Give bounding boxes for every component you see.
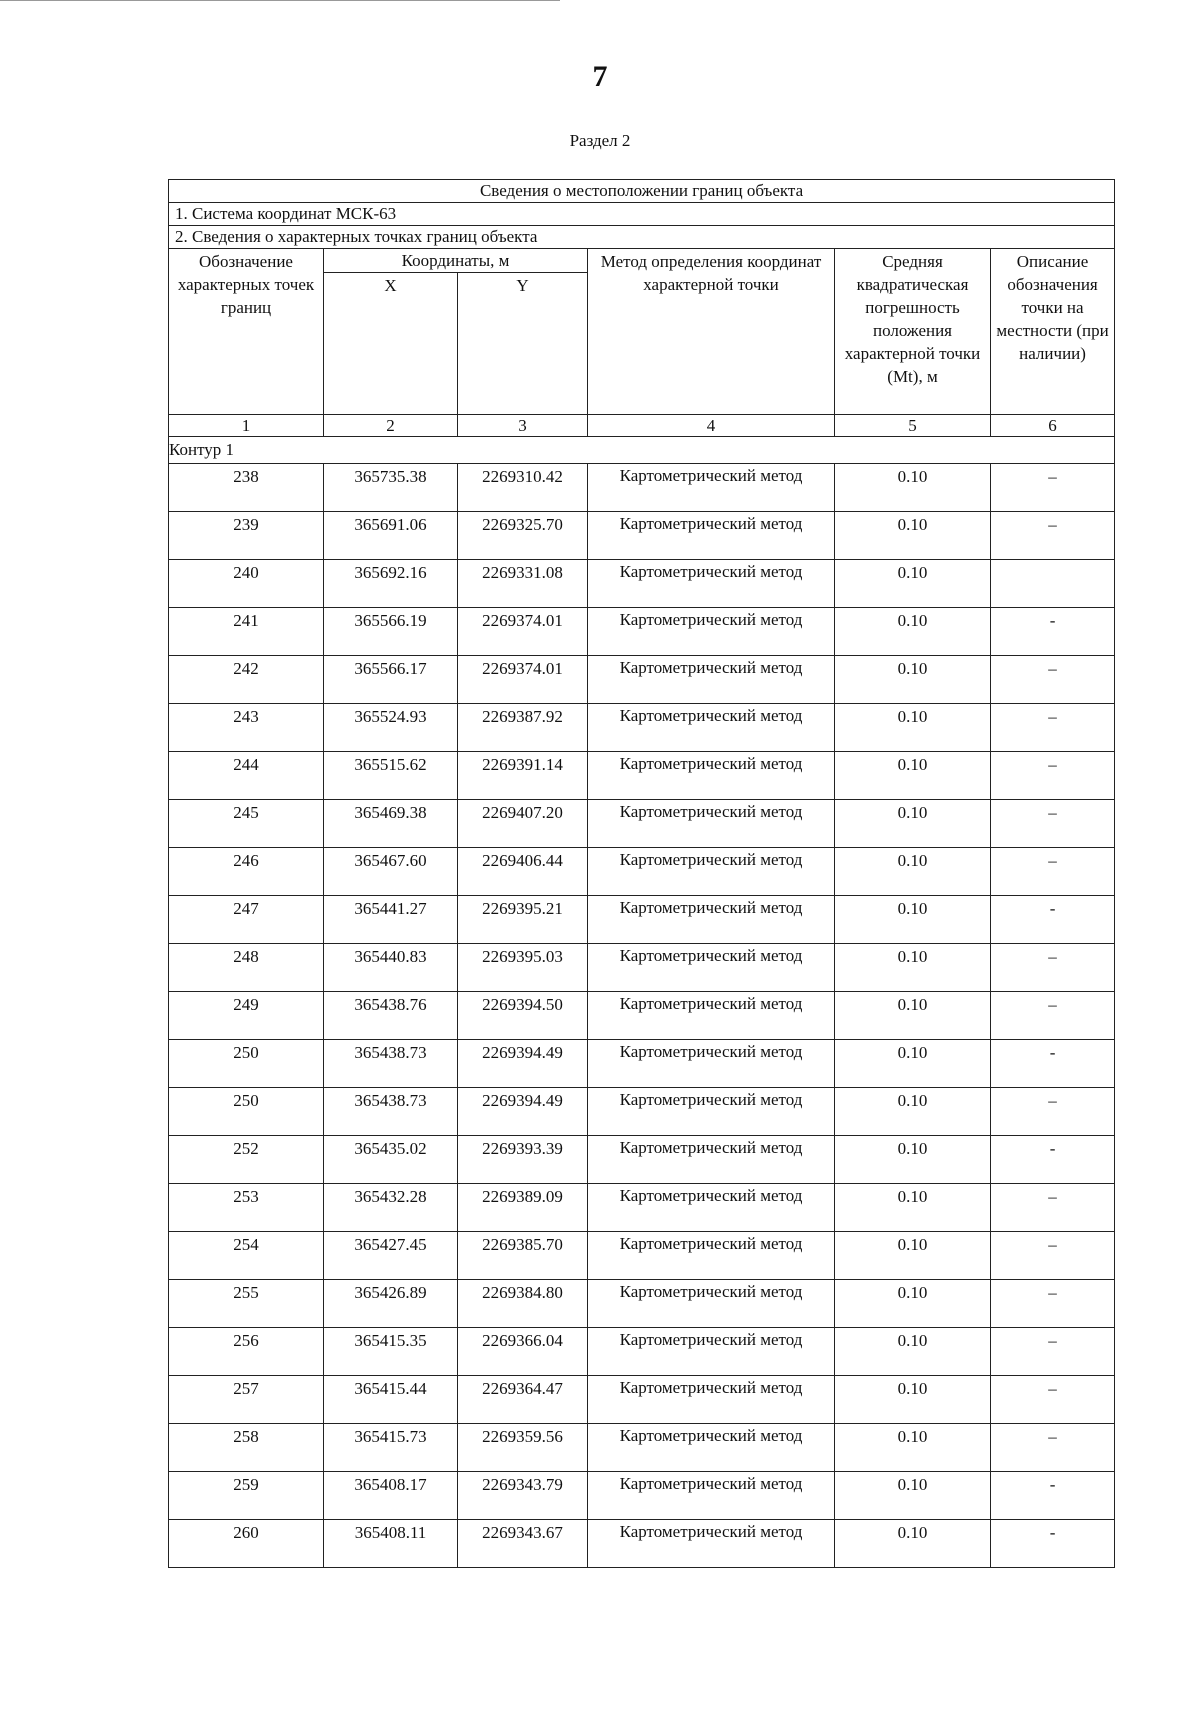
method-cell: Картометрический метод [588, 1280, 835, 1328]
y-coordinate-cell: 2269343.67 [458, 1520, 588, 1568]
table-row [169, 464, 1115, 512]
point-cell: 260 [169, 1520, 324, 1568]
description-cell: – [991, 752, 1115, 800]
table-row [169, 1184, 1115, 1232]
description-cell: - [991, 1520, 1115, 1568]
description-cell: - [991, 608, 1115, 656]
description-cell: - [991, 1040, 1115, 1088]
description-cell: – [991, 1424, 1115, 1472]
y-coordinate-cell: 2269331.08 [458, 560, 588, 608]
x-coordinate-cell: 365469.38 [324, 800, 458, 848]
column-number: 6 [991, 415, 1115, 437]
point-cell: 243 [169, 704, 324, 752]
x-coordinate-cell: 365408.17 [324, 1472, 458, 1520]
table-row [169, 608, 1115, 656]
method-cell: Картометрический метод [588, 992, 835, 1040]
x-coordinate-cell: 365467.60 [324, 848, 458, 896]
description-cell: – [991, 848, 1115, 896]
table-row [169, 1232, 1115, 1280]
column-number: 3 [458, 415, 588, 437]
point-cell: 238 [169, 464, 324, 512]
x-coordinate-cell: 365438.76 [324, 992, 458, 1040]
point-cell: 250 [169, 1088, 324, 1136]
table-row [169, 1328, 1115, 1376]
header-point-designation: Обозначение характерных точек границ [169, 249, 324, 415]
column-number-row [169, 415, 1115, 437]
table-row [169, 1136, 1115, 1184]
description-cell: – [991, 992, 1115, 1040]
error-cell: 0.10 [835, 800, 991, 848]
table-row [169, 848, 1115, 896]
y-coordinate-cell: 2269374.01 [458, 656, 588, 704]
method-cell: Картометрический метод [588, 1040, 835, 1088]
x-coordinate-cell: 365566.17 [324, 656, 458, 704]
error-cell: 0.10 [835, 992, 991, 1040]
point-cell: 241 [169, 608, 324, 656]
method-cell: Картометрический метод [588, 1520, 835, 1568]
table-row [169, 1040, 1115, 1088]
error-cell: 0.10 [835, 1184, 991, 1232]
error-cell: 0.10 [835, 1376, 991, 1424]
table-row [169, 512, 1115, 560]
description-cell: – [991, 1376, 1115, 1424]
method-cell: Картометрический метод [588, 608, 835, 656]
description-cell: – [991, 944, 1115, 992]
point-cell: 245 [169, 800, 324, 848]
y-coordinate-cell: 2269366.04 [458, 1328, 588, 1376]
y-coordinate-cell: 2269310.42 [458, 464, 588, 512]
column-number: 1 [169, 415, 324, 437]
point-cell: 258 [169, 1424, 324, 1472]
point-cell: 257 [169, 1376, 324, 1424]
y-coordinate-cell: 2269359.56 [458, 1424, 588, 1472]
header-description: Описание обозначения точки на местности (при наличии) [991, 249, 1115, 415]
column-number: 2 [324, 415, 458, 437]
error-cell: 0.10 [835, 1088, 991, 1136]
y-coordinate-cell: 2269374.01 [458, 608, 588, 656]
method-cell: Картометрический метод [588, 1472, 835, 1520]
y-coordinate-cell: 2269387.92 [458, 704, 588, 752]
description-cell: - [991, 1136, 1115, 1184]
description-cell: – [991, 1280, 1115, 1328]
method-cell: Картометрический метод [588, 464, 835, 512]
method-cell: Картометрический метод [588, 752, 835, 800]
method-cell: Картометрический метод [588, 1088, 835, 1136]
method-cell: Картометрический метод [588, 1424, 835, 1472]
table-row [169, 656, 1115, 704]
method-cell: Картометрический метод [588, 848, 835, 896]
error-cell: 0.10 [835, 1472, 991, 1520]
x-coordinate-cell: 365566.19 [324, 608, 458, 656]
error-cell: 0.10 [835, 560, 991, 608]
error-cell: 0.10 [835, 704, 991, 752]
error-cell: 0.10 [835, 752, 991, 800]
description-cell: – [991, 656, 1115, 704]
contour-label: Контур 1 [169, 437, 1115, 464]
point-cell: 246 [169, 848, 324, 896]
x-coordinate-cell: 365415.35 [324, 1328, 458, 1376]
x-coordinate-cell: 365440.83 [324, 944, 458, 992]
y-coordinate-cell: 2269384.80 [458, 1280, 588, 1328]
y-coordinate-cell: 2269393.39 [458, 1136, 588, 1184]
error-cell: 0.10 [835, 944, 991, 992]
description-cell: – [991, 464, 1115, 512]
method-cell: Картометрический метод [588, 1376, 835, 1424]
point-cell: 240 [169, 560, 324, 608]
description-cell: - [991, 896, 1115, 944]
page-number: 7 [592, 60, 608, 93]
x-coordinate-cell: 365415.44 [324, 1376, 458, 1424]
error-cell: 0.10 [835, 1040, 991, 1088]
table-subtitle: 2. Сведения о характерных точках границ объекта [169, 226, 1115, 249]
method-cell: Картометрический метод [588, 896, 835, 944]
y-coordinate-cell: 2269325.70 [458, 512, 588, 560]
x-coordinate-cell: 365435.02 [324, 1136, 458, 1184]
description-cell: - [991, 1472, 1115, 1520]
point-cell: 247 [169, 896, 324, 944]
y-coordinate-cell: 2269406.44 [458, 848, 588, 896]
x-coordinate-cell: 365692.16 [324, 560, 458, 608]
method-cell: Картометрический метод [588, 1232, 835, 1280]
table-caption: Сведения о местоположении границ объекта [169, 180, 1115, 203]
point-cell: 242 [169, 656, 324, 704]
y-coordinate-cell: 2269394.50 [458, 992, 588, 1040]
section-title: Раздел 2 [569, 131, 631, 150]
description-cell: – [991, 512, 1115, 560]
x-coordinate-cell: 365515.62 [324, 752, 458, 800]
error-cell: 0.10 [835, 1280, 991, 1328]
method-cell: Картометрический метод [588, 512, 835, 560]
method-cell: Картометрический метод [588, 656, 835, 704]
x-coordinate-cell: 365415.73 [324, 1424, 458, 1472]
table-row [169, 1424, 1115, 1472]
header-y: Y [458, 273, 588, 415]
description-cell: – [991, 1184, 1115, 1232]
point-cell: 252 [169, 1136, 324, 1184]
scan-edge-line [0, 0, 560, 1]
error-cell: 0.10 [835, 896, 991, 944]
x-coordinate-cell: 365691.06 [324, 512, 458, 560]
error-cell: 0.10 [835, 464, 991, 512]
x-coordinate-cell: 365408.11 [324, 1520, 458, 1568]
method-cell: Картометрический метод [588, 944, 835, 992]
method-cell: Картометрический метод [588, 800, 835, 848]
x-coordinate-cell: 365432.28 [324, 1184, 458, 1232]
y-coordinate-cell: 2269395.03 [458, 944, 588, 992]
point-cell: 250 [169, 1040, 324, 1088]
table-row [169, 1280, 1115, 1328]
point-cell: 253 [169, 1184, 324, 1232]
y-coordinate-cell: 2269385.70 [458, 1232, 588, 1280]
header-coordinates: Координаты, м [324, 249, 588, 273]
table-row [169, 1472, 1115, 1520]
x-coordinate-cell: 365427.45 [324, 1232, 458, 1280]
x-coordinate-cell: 365524.93 [324, 704, 458, 752]
method-cell: Картометрический метод [588, 1328, 835, 1376]
table-row [169, 560, 1115, 608]
error-cell: 0.10 [835, 512, 991, 560]
y-coordinate-cell: 2269394.49 [458, 1040, 588, 1088]
description-cell: – [991, 800, 1115, 848]
header-method: Метод определения координат характерной точки [588, 249, 835, 415]
header-mean-error: Средняя квадратическая погрешность положения характерной точки (Mt), м [835, 249, 991, 415]
method-cell: Картометрический метод [588, 704, 835, 752]
error-cell: 0.10 [835, 1136, 991, 1184]
point-cell: 259 [169, 1472, 324, 1520]
y-coordinate-cell: 2269395.21 [458, 896, 588, 944]
point-cell: 248 [169, 944, 324, 992]
point-cell: 256 [169, 1328, 324, 1376]
x-coordinate-cell: 365426.89 [324, 1280, 458, 1328]
table-row [169, 992, 1115, 1040]
point-cell: 255 [169, 1280, 324, 1328]
y-coordinate-cell: 2269364.47 [458, 1376, 588, 1424]
description-cell: – [991, 1088, 1115, 1136]
x-coordinate-cell: 365441.27 [324, 896, 458, 944]
point-cell: 239 [169, 512, 324, 560]
y-coordinate-cell: 2269407.20 [458, 800, 588, 848]
error-cell: 0.10 [835, 1520, 991, 1568]
error-cell: 0.10 [835, 848, 991, 896]
table-row [169, 1520, 1115, 1568]
point-cell: 249 [169, 992, 324, 1040]
y-coordinate-cell: 2269391.14 [458, 752, 588, 800]
y-coordinate-cell: 2269389.09 [458, 1184, 588, 1232]
table-row [169, 1088, 1115, 1136]
table-row [169, 800, 1115, 848]
column-number: 5 [835, 415, 991, 437]
y-coordinate-cell: 2269343.79 [458, 1472, 588, 1520]
description-cell [991, 560, 1115, 608]
table-row [169, 896, 1115, 944]
error-cell: 0.10 [835, 1232, 991, 1280]
method-cell: Картометрический метод [588, 1184, 835, 1232]
error-cell: 0.10 [835, 1424, 991, 1472]
description-cell: – [991, 704, 1115, 752]
boundary-points-table [168, 179, 1115, 1568]
table-row [169, 944, 1115, 992]
point-cell: 244 [169, 752, 324, 800]
description-cell: – [991, 1232, 1115, 1280]
description-cell: – [991, 1328, 1115, 1376]
table-row [169, 1376, 1115, 1424]
table-row [169, 752, 1115, 800]
x-coordinate-cell: 365438.73 [324, 1040, 458, 1088]
x-coordinate-cell: 365735.38 [324, 464, 458, 512]
y-coordinate-cell: 2269394.49 [458, 1088, 588, 1136]
error-cell: 0.10 [835, 656, 991, 704]
point-cell: 254 [169, 1232, 324, 1280]
method-cell: Картометрический метод [588, 1136, 835, 1184]
coordinate-system: 1. Система координат МСК-63 [169, 203, 1115, 226]
method-cell: Картометрический метод [588, 560, 835, 608]
header-x: X [324, 273, 458, 415]
column-number: 4 [588, 415, 835, 437]
table-row [169, 704, 1115, 752]
x-coordinate-cell: 365438.73 [324, 1088, 458, 1136]
error-cell: 0.10 [835, 1328, 991, 1376]
error-cell: 0.10 [835, 608, 991, 656]
